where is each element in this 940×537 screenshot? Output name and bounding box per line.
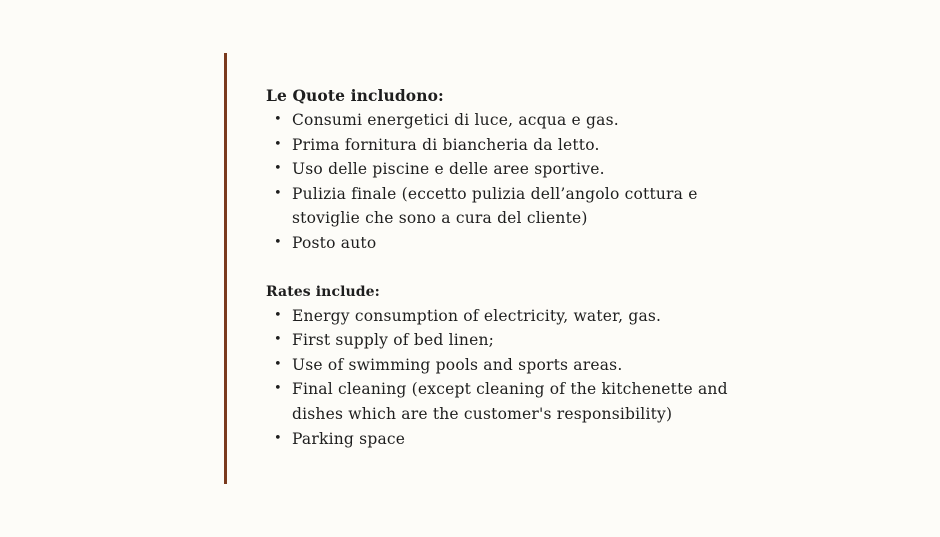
bullet-icon: • <box>274 430 282 446</box>
bullet-icon: • <box>274 307 282 323</box>
list-item <box>266 328 906 353</box>
section-spacer <box>266 256 906 280</box>
list-item <box>266 353 906 378</box>
list-item-text: Use of swimming pools and sports areas. <box>292 355 623 374</box>
list-item <box>266 231 906 256</box>
bullet-icon: • <box>274 185 282 201</box>
italian-list <box>266 108 906 256</box>
bullet-icon: • <box>274 136 282 152</box>
list-item-text: Prima fornitura di biancheria da letto. <box>292 135 600 154</box>
list-item <box>266 182 722 231</box>
bullet-icon: • <box>274 161 282 177</box>
bullet-icon: • <box>274 112 282 127</box>
list-item <box>266 304 906 329</box>
list-item-text: Energy consumption of electricity, water, gas. <box>292 306 662 325</box>
english-section <box>266 280 906 452</box>
bullet-icon: • <box>274 234 282 250</box>
list-item <box>266 157 906 182</box>
bullet-icon: • <box>274 356 282 372</box>
list-item-text: Uso delle piscine e delle aree sportive. <box>292 160 605 179</box>
rates-info-panel <box>266 84 906 451</box>
list-item <box>266 427 906 452</box>
list-item <box>266 108 906 133</box>
italian-heading: Le Quote includono: <box>266 86 444 105</box>
bullet-icon: • <box>274 381 282 397</box>
list-item-text: Final cleaning (except cleaning of the kitchenette and dishes which are the customer's responsibility) <box>292 380 728 423</box>
list-item-text: Consumi energetici di luce, acqua e gas. <box>292 111 619 129</box>
italian-section <box>266 84 906 256</box>
list-item-text: Parking space <box>292 429 406 448</box>
list-item-text: Pulizia finale (eccetto pulizia dell’angolo cottura e stoviglie che sono a cura del cliente) <box>292 184 698 228</box>
english-list <box>266 304 906 452</box>
accent-divider-bar <box>224 53 227 484</box>
list-item <box>266 377 742 426</box>
list-item-text: Posto auto <box>292 233 377 252</box>
list-item <box>266 133 906 158</box>
list-item-text: First supply of bed linen; <box>292 331 495 350</box>
english-heading: Rates include: <box>266 283 380 300</box>
bullet-icon: • <box>274 332 282 348</box>
